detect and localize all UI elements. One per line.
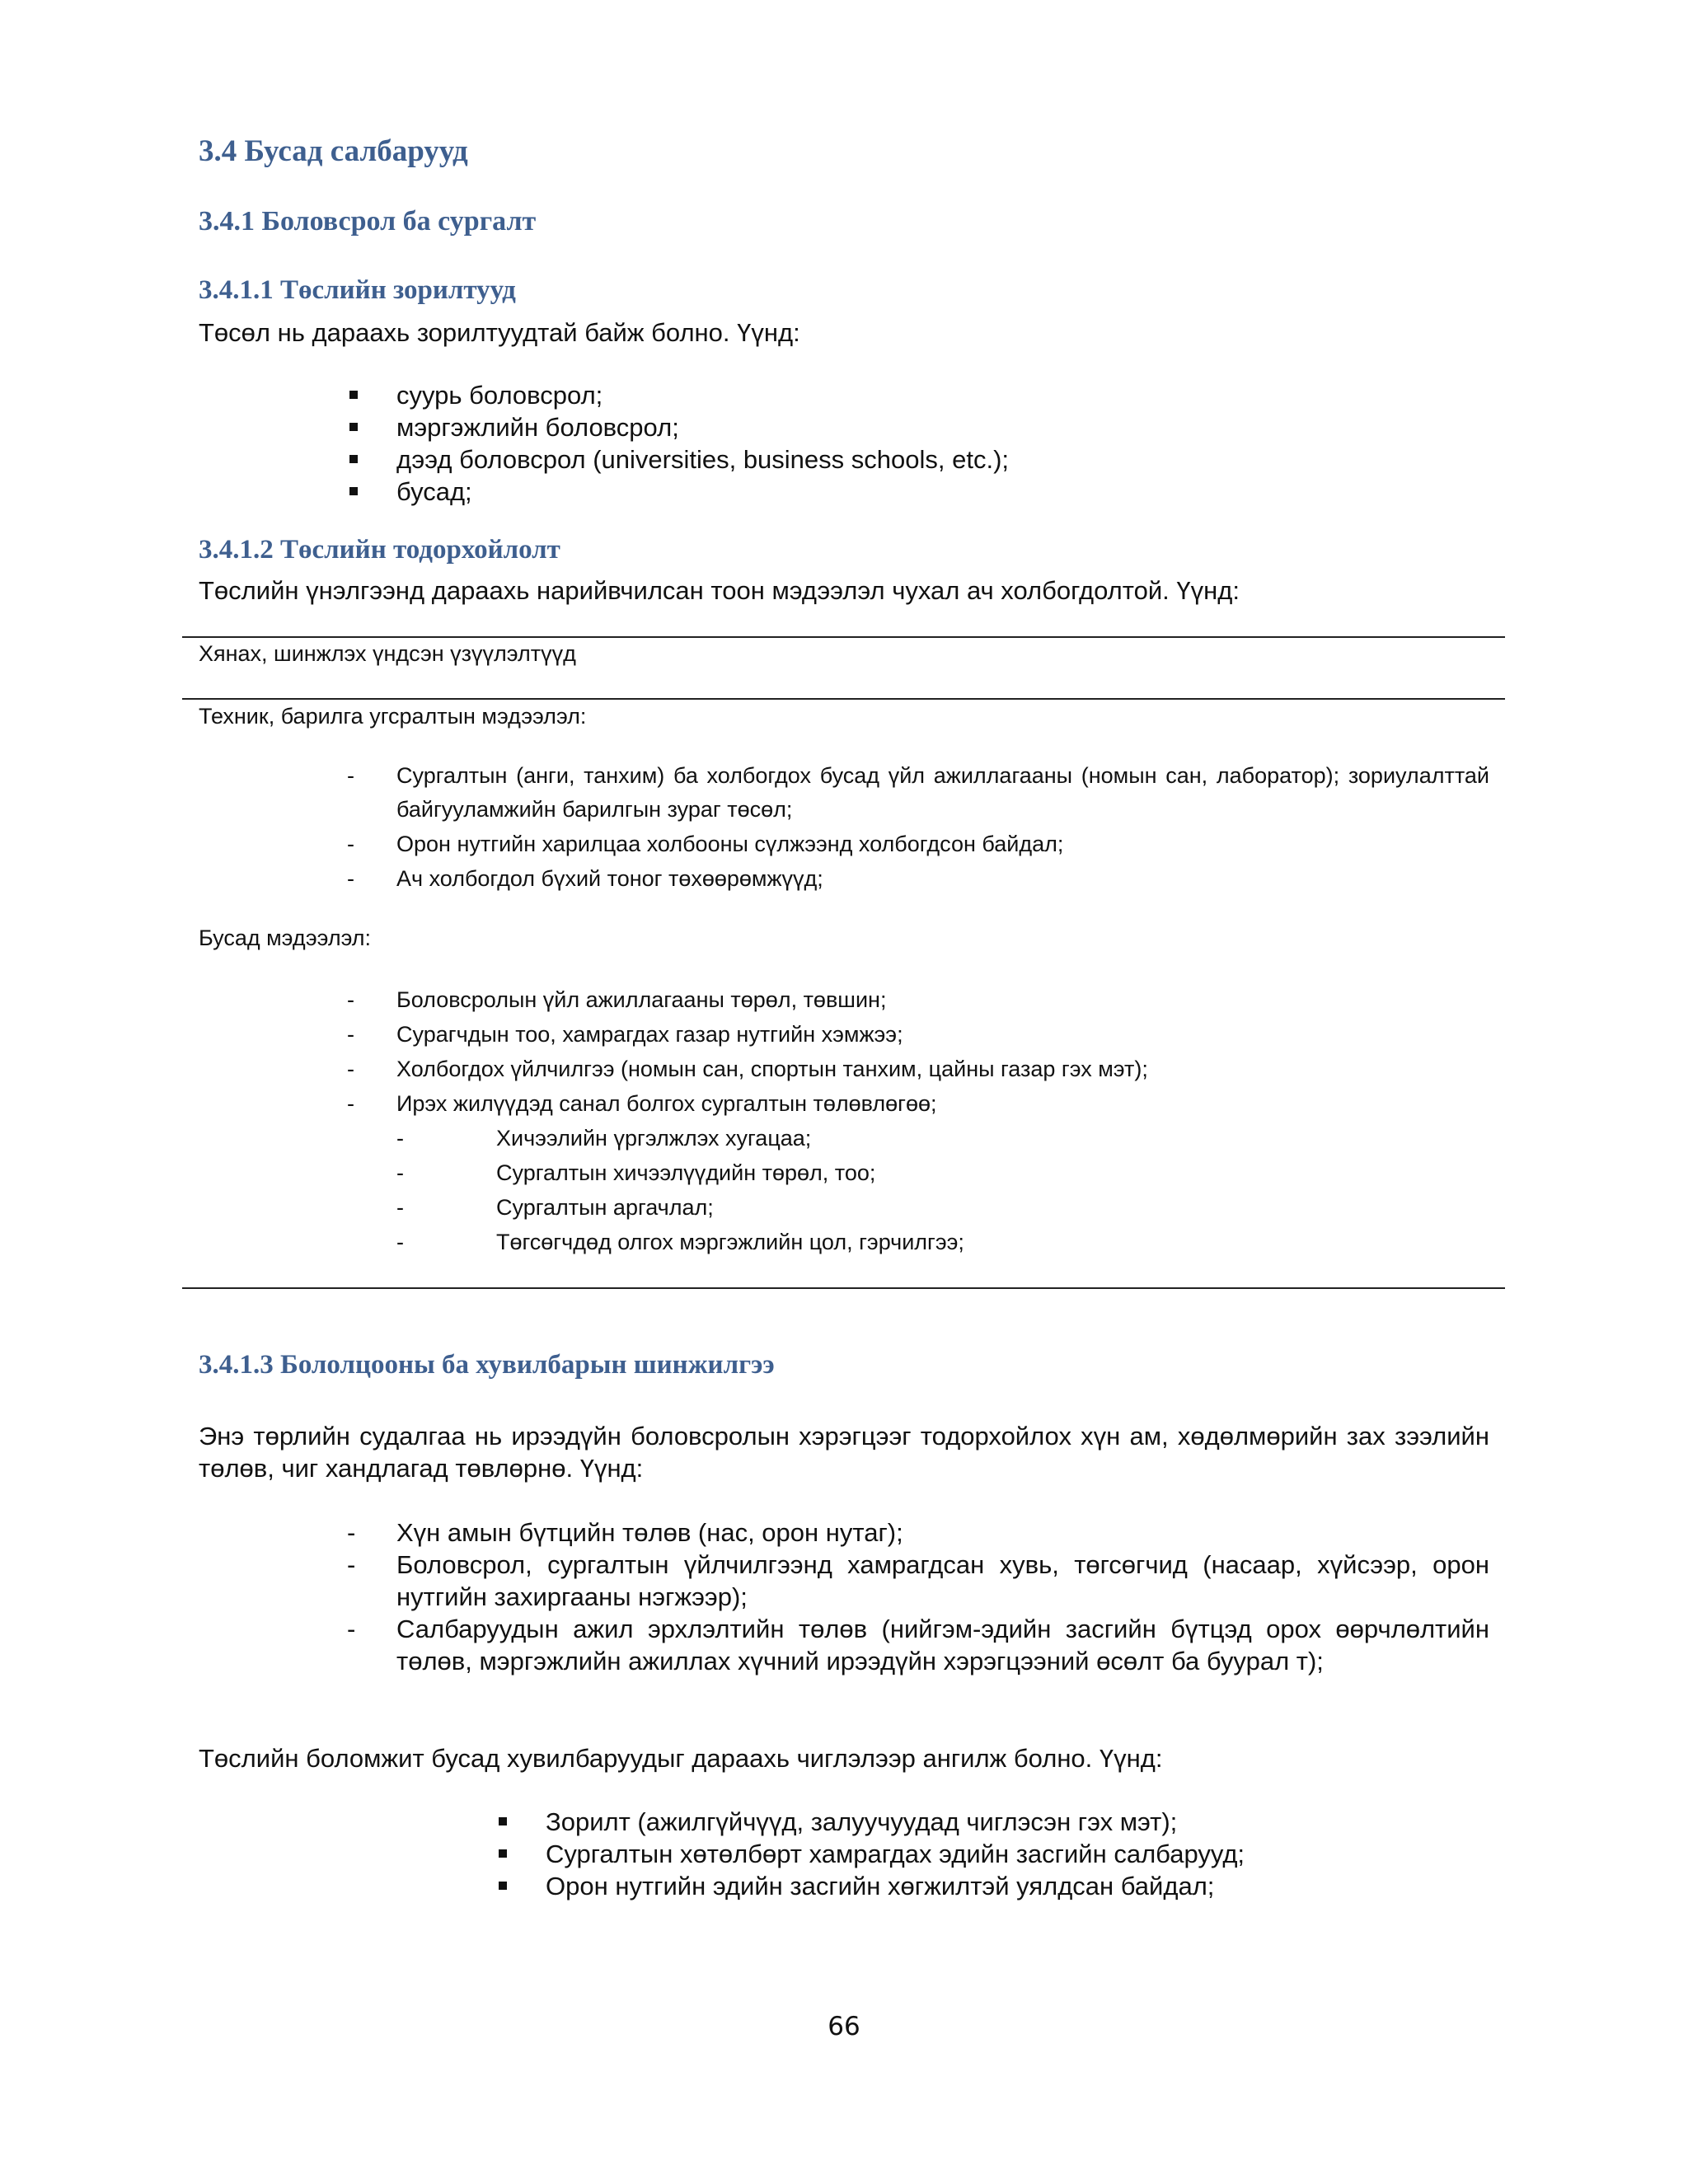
list-item: - Сурагчдын тоо, хамрагдах газар нутгийн хэмжээ;	[396, 1017, 1148, 1052]
table-header: Хянах, шинжлэх үндсэн үзүүлэлтүүд	[199, 641, 576, 666]
list-item: бусад;	[396, 476, 1009, 508]
dash-bullet-icon: -	[347, 1615, 356, 1643]
dash-bullet-icon: -	[347, 866, 354, 891]
objectives-heading: 3.4.1.1 Төслийн зорилтууд	[199, 275, 516, 305]
list-item: - Холбогдох үйлчилгээ (номын сан, спортын танхим, цайны газар гэх мэт);	[396, 1052, 1148, 1086]
definition-intro: Төслийн үнэлгээнд дараахь нарийвчилсан тоон мэдээлэл чухал ач холбогдолтой. Үүнд:	[199, 576, 1240, 605]
list-item: дээд боловсрол (universities, business schools, etc.);	[396, 443, 1009, 476]
dash-bullet-icon: -	[347, 1550, 356, 1579]
list-item: - Ач холбогдол бүхий тоног төхөөрөмжүүд;	[396, 861, 1489, 896]
other-label: Бусад мэдээлэл:	[199, 926, 372, 950]
list-item: - Сургалтын хичээлүүдийн төрөл, тоо;	[496, 1155, 964, 1190]
technical-list	[347, 759, 1489, 896]
analysis-intro: Энэ төрлийн судалгаа нь ирээдүйн боловсролын хэрэгцээг тодорхойлох хүн ам, хөдөлмөрийн зах зээлийн төлөв, чиг хандлагад төвлөрнө. Үүнд:	[199, 1422, 1489, 1483]
dash-bullet-icon: -	[396, 1160, 404, 1185]
list-item: - Хичээлийн үргэлжлэх хугацаа;	[496, 1121, 964, 1155]
dash-bullet-icon: -	[347, 1022, 354, 1047]
analysis-list	[347, 1516, 1489, 1677]
list-item: мэргэжлийн боловсрол;	[396, 411, 1009, 443]
objectives-list	[396, 379, 1009, 508]
table-top-rule	[182, 636, 1505, 638]
square-bullet-icon	[499, 1817, 507, 1825]
analysis-heading: 3.4.1.3 Бололцооны ба хувилбарын шинжилгээ	[199, 1350, 775, 1380]
dash-bullet-icon: -	[347, 1057, 354, 1081]
technical-label: Техник, барилга угсралтын мэдээлэл:	[199, 704, 587, 729]
square-bullet-icon	[349, 391, 358, 399]
list-item: суурь боловсрол;	[396, 379, 1009, 411]
list-item: - Төгсөгчдөд олгох мэргэжлийн цол, гэрчилгээ;	[496, 1225, 964, 1259]
dash-bullet-icon: -	[396, 1230, 404, 1254]
table-header-rule	[182, 698, 1505, 700]
list-item: Зорилт (ажилгүйчүүд, залуучуудад чиглэсэн гэх мэт);	[546, 1806, 1245, 1838]
list-item: - Боловсрол, сургалтын үйлчилгээнд хамрагдсан хувь, төгсөгчид (насаар, хүйсээр, орон нутгийн захиргааны нэгжээр);	[347, 1550, 1489, 1611]
list-item: Сургалтын хөтөлбөрт хамрагдах эдийн засгийн салбарууд;	[546, 1838, 1245, 1870]
dash-bullet-icon: -	[347, 763, 354, 788]
alternatives-list	[546, 1806, 1245, 1902]
list-item: - Боловсролын үйл ажиллагааны төрөл, төвшин;	[396, 982, 1148, 1017]
square-bullet-icon	[499, 1849, 507, 1858]
square-bullet-icon	[349, 487, 358, 495]
dash-bullet-icon: -	[396, 1126, 404, 1151]
dash-bullet-icon: -	[347, 1091, 354, 1116]
dash-bullet-icon: -	[347, 987, 354, 1012]
dash-bullet-icon: -	[347, 832, 354, 856]
table-bottom-rule	[182, 1287, 1505, 1289]
list-item: - Хүн амын бүтцийн төлөв (нас, орон нутаг);	[347, 1518, 903, 1547]
list-item: - Салбаруудын ажил эрхлэлтийн төлөв (нийгэм-эдийн засгийн бүтцэд орох өөрчлөлтийн төлөв, мэргэжлийн ажиллах хүчний ирээдүйн хэрэгцээний өсөлт ба буурал т);	[347, 1615, 1489, 1675]
square-bullet-icon	[349, 455, 358, 463]
plan-sub-list	[396, 1121, 964, 1259]
objectives-intro: Төсөл нь дараахь зорилтуудтай байж болно. Үүнд:	[199, 318, 800, 347]
list-item: - Сургалтын (анги, танхим) ба холбогдох бусад үйл ажиллагааны (номын сан, лаборатор); зориулалттай байгууламжийн барилгын зураг төсөл;	[396, 759, 1489, 827]
list-item: - Сургалтын аргачлал;	[496, 1190, 964, 1225]
square-bullet-icon	[499, 1882, 507, 1890]
list-item: Орон нутгийн эдийн засгийн хөгжилтэй уялдсан байдал;	[546, 1870, 1245, 1902]
subsection-title: 3.4.1 Боловсрол ба сургалт	[199, 206, 537, 237]
list-item: - Орон нутгийн харилцаа холбооны сүлжээнд холбогдсон байдал;	[396, 827, 1489, 861]
other-list	[347, 982, 1148, 1121]
alternatives-intro: Төслийн боломжит бусад хувилбаруудыг дараахь чиглэлээр ангилж болно. Үүнд:	[199, 1744, 1163, 1773]
square-bullet-icon	[349, 423, 358, 431]
page-number: 66	[828, 2012, 860, 2041]
dash-bullet-icon: -	[347, 1518, 356, 1547]
definition-heading: 3.4.1.2 Төслийн тодорхойлолт	[199, 535, 560, 565]
dash-bullet-icon: -	[396, 1195, 404, 1220]
list-item: - Ирэх жилүүдэд санал болгох сургалтын төлөвлөгөө;	[396, 1086, 1148, 1121]
section-title: 3.4 Бусад салбарууд	[199, 134, 468, 168]
